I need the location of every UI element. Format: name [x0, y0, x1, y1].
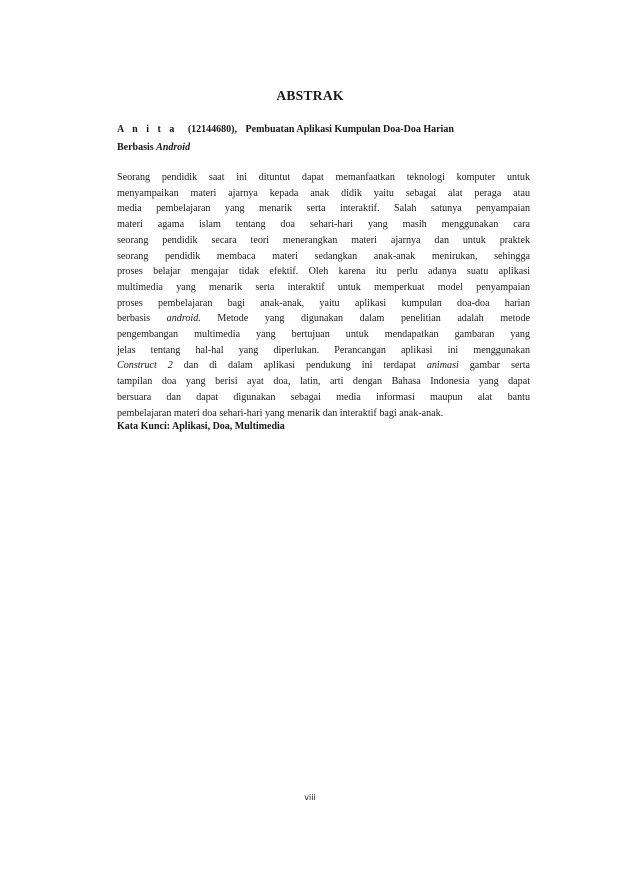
thesis-title-part1: Pembuatan Aplikasi Kumpulan Doa-Doa Harian [245, 124, 454, 135]
line-text: dan di dalam aplikasi pendukung ini terdapat [172, 360, 427, 372]
abstract-line: tampilan doa yang berisi ayat doa, latin, arti dengan Bahasa Indonesia yang dapat [117, 376, 530, 388]
meta-line-2 [117, 139, 529, 157]
abstract-line: seorang pendidik secara teori menerangkan materi ajarnya dan untuk praktek [117, 234, 530, 246]
abstract-line: proses pembelajaran bagi anak-anak, yaitu aplikasi kumpulan doa-doa harian [117, 297, 530, 309]
page-number: viii [304, 793, 316, 802]
abstract-metadata [117, 121, 529, 157]
author-name: A n i t a [117, 124, 178, 135]
abstract-line: jelas tentang hal-hal yang diperlukan. Perancangan aplikasi ini menggunakan [117, 344, 530, 356]
abstract-line: bersuara dan dapat digunakan sebagai media informasi maupun alat bantu [117, 391, 530, 403]
line-italic: animasi [426, 360, 459, 372]
abstract-line: media pembelajaran yang menarik serta interaktif. Salah satunya penyampaian [117, 203, 530, 215]
abstract-line: pembelajaran materi doa sehari-hari yang menarik dan interaktif bagi anak-anak. [117, 407, 444, 419]
line-text: Metode yang digunakan dalam penelitian adalah metode [200, 313, 530, 325]
line-text: berbasis [117, 313, 167, 325]
abstract-line [117, 311, 530, 327]
line-italic: Construct 2 [117, 360, 173, 372]
thesis-title-prefix: Berbasis [117, 142, 157, 153]
page-title: ABSTRAK [276, 88, 344, 103]
abstract-line: multimedia yang menarik serta interaktif untuk memperkuat model penyampaian [117, 281, 530, 293]
abstract-line: seorang pendidik membaca materi sedangkan anak-anak menirukan, sehingga [117, 250, 530, 262]
abstract-line: Seorang pendidik saat ini dituntut dapat memanfaatkan teknologi komputer untuk [117, 172, 530, 183]
abstract-line: menyampaikan materi ajarnya kepada anak didik yaitu sebagai alat peraga atau [117, 187, 530, 199]
abstract-line: materi agama islam tentang doa sehari-hari yang masih menggunakan cara [117, 219, 530, 231]
abstract-line: proses belajar mengajar tidak efektif. Oleh karena itu perlu adanya suatu aplikasi [117, 266, 530, 278]
keywords: Kata Kunci: Aplikasi, Doa, Multimedia [117, 421, 285, 432]
abstract-line [117, 358, 530, 374]
student-id: (12144680), [187, 124, 238, 135]
line-text: gambar serta [458, 360, 530, 372]
abstract-line: pengembangan multimedia yang bertujuan untuk mendapatkan gambaran yang [117, 329, 530, 341]
meta-line-1 [117, 121, 529, 139]
thesis-title-italic: Android [156, 142, 191, 153]
abstract-body [117, 170, 530, 421]
line-italic: android. [166, 313, 201, 325]
